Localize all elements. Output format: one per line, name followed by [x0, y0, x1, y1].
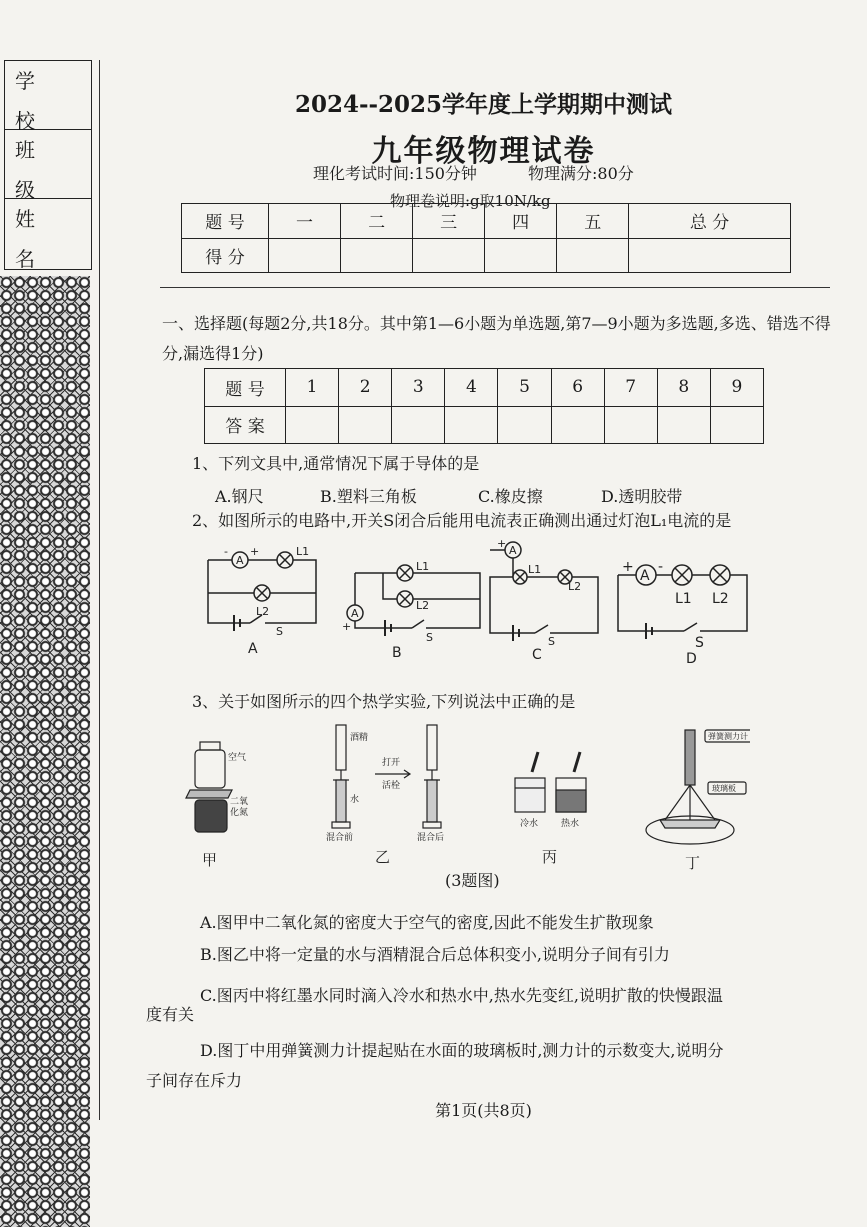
answer-number: 3	[392, 369, 445, 407]
score-cell[interactable]	[341, 238, 413, 273]
score-table-col: 三	[413, 204, 485, 239]
figure-yi-alcohol-label: 酒精	[350, 733, 369, 743]
circuit-c-l1: L1	[528, 563, 542, 576]
answer-number: 9	[710, 369, 763, 407]
circuit-a-plus: +	[250, 545, 260, 558]
circuit-b-l2: L2	[416, 599, 430, 612]
answer-table	[204, 368, 764, 444]
answer-cell[interactable]	[498, 406, 551, 444]
answer-cell[interactable]	[657, 406, 710, 444]
question-3-stem: 3、关于如图所示的四个热学实验,下列说法中正确的是	[192, 692, 576, 711]
question-2-circuits	[190, 535, 830, 675]
circuit-a-l1: L1	[296, 545, 310, 558]
answer-number: 7	[604, 369, 657, 407]
circuit-c-plus: +	[497, 537, 507, 550]
answer-cell[interactable]	[286, 406, 339, 444]
exam-time-info: 理化考试时间:150分钟	[313, 164, 477, 183]
circuit-c	[490, 542, 598, 641]
binding-line	[99, 60, 100, 1120]
answer-cell[interactable]	[339, 406, 392, 444]
answer-table-row-head: 答 案	[205, 406, 286, 444]
question-1-option-c: C.橡皮擦	[478, 487, 543, 506]
question-1-option-d: D.透明胶带	[601, 487, 683, 506]
circuit-d-l2: L2	[712, 591, 729, 607]
score-table-col: 五	[557, 204, 629, 239]
figure-ding-scale-label: 弹簧测力计	[708, 732, 748, 741]
score-table-row-head: 题 号	[182, 204, 269, 239]
student-info-box	[4, 60, 92, 270]
score-table	[181, 203, 791, 273]
circuit-c-switch: S	[548, 635, 555, 648]
score-table-col: 总 分	[629, 204, 791, 239]
circuit-c-l2: L2	[568, 580, 582, 593]
section-header: 一、选择题(每题2分,共18分。其中第1—6小题为单选题,第7—9小题为多选题,多选、错选不得分,漏选得1分)	[162, 314, 831, 363]
answer-number: 8	[657, 369, 710, 407]
answer-cell[interactable]	[604, 406, 657, 444]
decorative-binding-pattern	[0, 276, 90, 1227]
circuit-a-minus: -	[224, 545, 228, 558]
score-table-row-head: 得 分	[182, 238, 269, 273]
question-3-option-c: C.图丙中将红墨水同时滴入冷水和热水中,热水先变红,说明扩散的快慢跟温	[200, 986, 723, 1005]
figure-label-jia: 甲	[202, 851, 218, 869]
figure-jia-no2-label-2: 化氮	[230, 808, 249, 818]
figure-label-bing: 丙	[542, 848, 558, 866]
exam-note: 物理卷说明:g取10N/kg	[390, 192, 551, 210]
answer-number: 6	[551, 369, 604, 407]
figure-bing	[515, 752, 586, 812]
answer-number: 1	[286, 369, 339, 407]
question-3-option-b: B.图乙中将一定量的水与酒精混合后总体积变小,说明分子间有引力	[200, 945, 670, 964]
score-cell[interactable]	[485, 238, 557, 273]
answer-cell[interactable]	[445, 406, 498, 444]
circuit-c-label: C	[532, 647, 542, 663]
school-label: 学校	[15, 69, 57, 133]
question-3-option-c-cont: 度有关	[146, 1005, 195, 1024]
name-field[interactable]	[5, 199, 91, 271]
figure-bing-hot-label: 热水	[561, 819, 580, 829]
circuit-d-minus: -	[658, 559, 664, 575]
figure-yi-water-label: 水	[350, 795, 360, 805]
circuit-c-ammeter-icon: A	[509, 544, 517, 557]
section-divider	[160, 287, 830, 288]
figure-yi-open-label-2: 活栓	[382, 781, 401, 791]
score-cell[interactable]	[269, 238, 341, 273]
exam-title: 2024--2025学年度上学期期中测试	[294, 91, 673, 118]
full-score-info: 物理满分:80分	[528, 164, 634, 183]
score-cell[interactable]	[557, 238, 629, 273]
circuit-d-label: D	[686, 651, 697, 667]
score-cell[interactable]	[629, 238, 791, 273]
circuit-d-ammeter-icon: A	[640, 568, 650, 584]
figure-label-ding: 丁	[685, 854, 701, 870]
figure-jia-air-label: 空气	[228, 753, 247, 763]
figure-jia-no2-label-1: 二氧	[230, 797, 249, 807]
circuit-b-plus: +	[342, 620, 352, 633]
circuit-b-ammeter-icon: A	[351, 607, 359, 620]
score-cell[interactable]	[413, 238, 485, 273]
name-label: 姓名	[15, 207, 57, 271]
circuit-a-switch: S	[276, 625, 283, 638]
subject-title: 九年级物理试卷	[371, 134, 596, 169]
figure-ding-glass-label: 玻璃板	[712, 784, 736, 793]
circuit-a-label: A	[248, 641, 258, 657]
answer-cell[interactable]	[710, 406, 763, 444]
circuit-a-l2: L2	[256, 605, 270, 618]
answer-number: 2	[339, 369, 392, 407]
figure-jia	[186, 742, 232, 832]
question-2-stem: 2、如图所示的电路中,开关S闭合后能用电流表正确测出通过灯泡L₁电流的是	[192, 511, 732, 530]
score-table-col: 一	[269, 204, 341, 239]
figure-yi-before-label: 混合前	[326, 833, 354, 843]
answer-cell[interactable]	[551, 406, 604, 444]
figure-yi-open-label-1: 打开	[382, 758, 401, 768]
school-field[interactable]	[5, 61, 91, 133]
figure-yi-after-label: 混合后	[417, 833, 445, 843]
circuit-d-l1: L1	[675, 591, 692, 607]
figure-caption: (3题图)	[445, 871, 500, 890]
page-number: 第1页(共8页)	[435, 1101, 532, 1120]
circuit-b	[347, 565, 480, 636]
question-3-option-d: D.图丁中用弹簧测力计提起贴在水面的玻璃板时,测力计的示数变大,说明分	[200, 1041, 724, 1060]
class-field[interactable]	[5, 130, 91, 202]
question-1-option-b: B.塑料三角板	[320, 487, 417, 506]
class-label: 班级	[15, 138, 57, 202]
circuit-b-label: B	[392, 645, 402, 661]
question-3-option-a: A.图甲中二氧化氮的密度大于空气的密度,因此不能发生扩散现象	[200, 913, 654, 932]
answer-table-row-head: 题 号	[205, 369, 286, 407]
figure-yi	[332, 725, 441, 828]
question-1-stem: 1、下列文具中,通常情况下属于导体的是	[192, 454, 480, 473]
score-table-col: 二	[341, 204, 413, 239]
question-3-figures	[170, 720, 750, 870]
circuit-a	[208, 552, 316, 631]
circuit-b-l1: L1	[416, 560, 430, 573]
question-1-option-a: A.钢尺	[215, 487, 264, 506]
answer-number: 5	[498, 369, 551, 407]
figure-bing-cold-label: 冷水	[520, 819, 539, 829]
circuit-d-plus: +	[622, 559, 634, 575]
circuit-a-ammeter-icon: A	[236, 554, 244, 567]
score-table-col: 四	[485, 204, 557, 239]
figure-label-yi: 乙	[375, 848, 391, 866]
circuit-b-switch: S	[426, 631, 433, 644]
answer-number: 4	[445, 369, 498, 407]
answer-cell[interactable]	[392, 406, 445, 444]
question-3-option-d-cont: 子间存在斥力	[146, 1071, 243, 1090]
circuit-d-switch: S	[695, 635, 704, 651]
